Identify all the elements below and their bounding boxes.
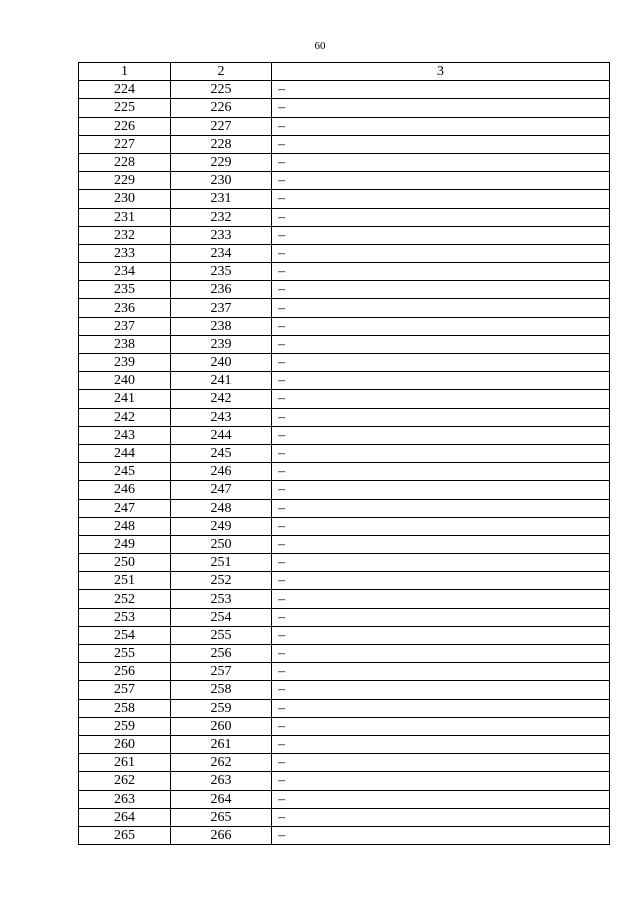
table-cell-col-2: 252 [171,572,272,590]
table-cell-col-2: 232 [171,208,272,226]
table-cell-col-3: – [272,335,610,353]
table-row [79,499,610,517]
table-cell-col-1: 227 [79,135,171,153]
table-row [79,535,610,553]
table-cell-col-2: 253 [171,590,272,608]
data-table [78,62,610,845]
table-cell-col-1: 258 [79,699,171,717]
table-cell-col-3: – [272,717,610,735]
table-cell-col-2: 260 [171,717,272,735]
table-cell-col-1: 250 [79,554,171,572]
table-cell-col-1: 256 [79,663,171,681]
table-cell-col-2: 251 [171,554,272,572]
page-number: 60 [314,40,326,52]
table-cell-col-3: – [272,153,610,171]
table-cell-col-3: – [272,426,610,444]
table-cell-col-3: – [272,172,610,190]
table-cell-col-1: 244 [79,444,171,462]
table-cell-col-1: 234 [79,263,171,281]
table-cell-col-2: 258 [171,681,272,699]
table-cell-col-2: 262 [171,754,272,772]
table-cell-col-2: 237 [171,299,272,317]
table-cell-col-2: 243 [171,408,272,426]
table-cell-col-1: 257 [79,681,171,699]
table-row [79,717,610,735]
table-cell-col-1: 242 [79,408,171,426]
table-cell-col-3: – [272,790,610,808]
table-cell-col-1: 249 [79,535,171,553]
table-row [79,99,610,117]
table-cell-col-3: – [272,444,610,462]
table-row [79,645,610,663]
table-cell-col-1: 237 [79,317,171,335]
table-cell-col-2: 234 [171,244,272,262]
table-cell-col-1: 252 [79,590,171,608]
table-cell-col-2: 244 [171,426,272,444]
table-cell-col-3: – [272,299,610,317]
table-header [79,63,610,81]
table-cell-col-3: – [272,481,610,499]
table-cell-col-2: 226 [171,99,272,117]
table-cell-col-3: – [272,572,610,590]
table-cell-col-3: – [272,226,610,244]
table-row [79,463,610,481]
table-cell-col-3: – [272,554,610,572]
table-cell-col-2: 249 [171,517,272,535]
table-cell-col-3: – [272,808,610,826]
table-row [79,354,610,372]
table-row [79,590,610,608]
table-row [79,572,610,590]
table-cell-col-2: 263 [171,772,272,790]
table-cell-col-1: 239 [79,354,171,372]
table-cell-col-2: 247 [171,481,272,499]
table-cell-col-1: 261 [79,754,171,772]
table-cell-col-2: 238 [171,317,272,335]
table-cell-col-1: 259 [79,717,171,735]
table-row [79,408,610,426]
table-cell-col-3: – [272,608,610,626]
table-cell-col-1: 241 [79,390,171,408]
table-row [79,608,610,626]
table-row [79,281,610,299]
table-cell-col-1: 231 [79,208,171,226]
table-cell-col-2: 257 [171,663,272,681]
table-cell-col-3: – [272,772,610,790]
table-cell-col-2: 261 [171,735,272,753]
table-body [79,81,610,845]
table-row [79,444,610,462]
table-cell-col-2: 248 [171,499,272,517]
table-row [79,226,610,244]
table-cell-col-3: – [272,663,610,681]
table-cell-col-1: 264 [79,808,171,826]
table-cell-col-2: 229 [171,153,272,171]
table-cell-col-3: – [272,263,610,281]
table-cell-col-2: 245 [171,444,272,462]
table-cell-col-3: – [272,190,610,208]
table-row [79,81,610,99]
table-cell-col-2: 255 [171,626,272,644]
table-row [79,663,610,681]
table-cell-col-2: 228 [171,135,272,153]
table-row [79,772,610,790]
table-cell-col-3: – [272,244,610,262]
column-header-2: 2 [171,63,272,81]
table-row [79,335,610,353]
table-cell-col-3: – [272,626,610,644]
table-row [79,153,610,171]
table-row [79,699,610,717]
table-row [79,626,610,644]
table-cell-col-3: – [272,535,610,553]
table-cell-col-1: 265 [79,826,171,844]
table-cell-col-3: – [272,81,610,99]
table-cell-col-2: 264 [171,790,272,808]
table-row [79,554,610,572]
table-cell-col-1: 255 [79,645,171,663]
table-cell-col-2: 241 [171,372,272,390]
table-row [79,317,610,335]
table-row [79,808,610,826]
table-cell-col-3: – [272,354,610,372]
table-row [79,826,610,844]
table-cell-col-1: 254 [79,626,171,644]
table-cell-col-1: 233 [79,244,171,262]
table-cell-col-3: – [272,317,610,335]
table-cell-col-3: – [272,499,610,517]
column-header-1: 1 [79,63,171,81]
table-row [79,299,610,317]
table-row [79,244,610,262]
table-cell-col-3: – [272,135,610,153]
table-row [79,208,610,226]
table-cell-col-1: 263 [79,790,171,808]
table-cell-col-1: 253 [79,608,171,626]
table-cell-col-2: 233 [171,226,272,244]
table-cell-col-3: – [272,681,610,699]
table-row [79,190,610,208]
table-cell-col-3: – [272,390,610,408]
table-cell-col-2: 227 [171,117,272,135]
table-cell-col-3: – [272,281,610,299]
table-row [79,681,610,699]
table-cell-col-2: 230 [171,172,272,190]
table-cell-col-2: 246 [171,463,272,481]
column-header-3: 3 [272,63,610,81]
table-row [79,117,610,135]
table-cell-col-3: – [272,826,610,844]
table-cell-col-3: – [272,208,610,226]
table-cell-col-1: 229 [79,172,171,190]
table-cell-col-2: 250 [171,535,272,553]
table-cell-col-3: – [272,99,610,117]
table-cell-col-1: 240 [79,372,171,390]
table-row [79,790,610,808]
table-row [79,390,610,408]
table-cell-col-3: – [272,699,610,717]
table-cell-col-3: – [272,735,610,753]
table-cell-col-3: – [272,117,610,135]
table-cell-col-2: 265 [171,808,272,826]
table-cell-col-2: 266 [171,826,272,844]
table-row [79,426,610,444]
table-cell-col-2: 242 [171,390,272,408]
table-cell-col-3: – [272,408,610,426]
table-row [79,172,610,190]
table-cell-col-1: 235 [79,281,171,299]
table-cell-col-2: 254 [171,608,272,626]
table-row [79,263,610,281]
table-cell-col-2: 231 [171,190,272,208]
table-cell-col-3: – [272,590,610,608]
table-cell-col-1: 262 [79,772,171,790]
table-cell-col-3: – [272,645,610,663]
table-cell-col-3: – [272,463,610,481]
table-cell-col-1: 225 [79,99,171,117]
table-row [79,517,610,535]
table-cell-col-1: 230 [79,190,171,208]
table-row [79,735,610,753]
table-cell-col-1: 247 [79,499,171,517]
table-cell-col-2: 240 [171,354,272,372]
table-cell-col-1: 245 [79,463,171,481]
table-row [79,481,610,499]
table-cell-col-1: 224 [79,81,171,99]
table-cell-col-3: – [272,517,610,535]
table-cell-col-1: 260 [79,735,171,753]
table-cell-col-2: 225 [171,81,272,99]
header-row [79,63,610,81]
table-cell-col-1: 236 [79,299,171,317]
table-cell-col-3: – [272,754,610,772]
table-cell-col-1: 248 [79,517,171,535]
table-cell-col-2: 256 [171,645,272,663]
table-cell-col-1: 243 [79,426,171,444]
table-cell-col-1: 226 [79,117,171,135]
table-cell-col-1: 251 [79,572,171,590]
table-row [79,372,610,390]
table-cell-col-2: 259 [171,699,272,717]
table-cell-col-1: 246 [79,481,171,499]
table-cell-col-1: 238 [79,335,171,353]
table-cell-col-1: 232 [79,226,171,244]
table-cell-col-2: 236 [171,281,272,299]
table-cell-col-2: 235 [171,263,272,281]
table-cell-col-1: 228 [79,153,171,171]
table-cell-col-3: – [272,372,610,390]
table-row [79,135,610,153]
table-row [79,754,610,772]
table-cell-col-2: 239 [171,335,272,353]
